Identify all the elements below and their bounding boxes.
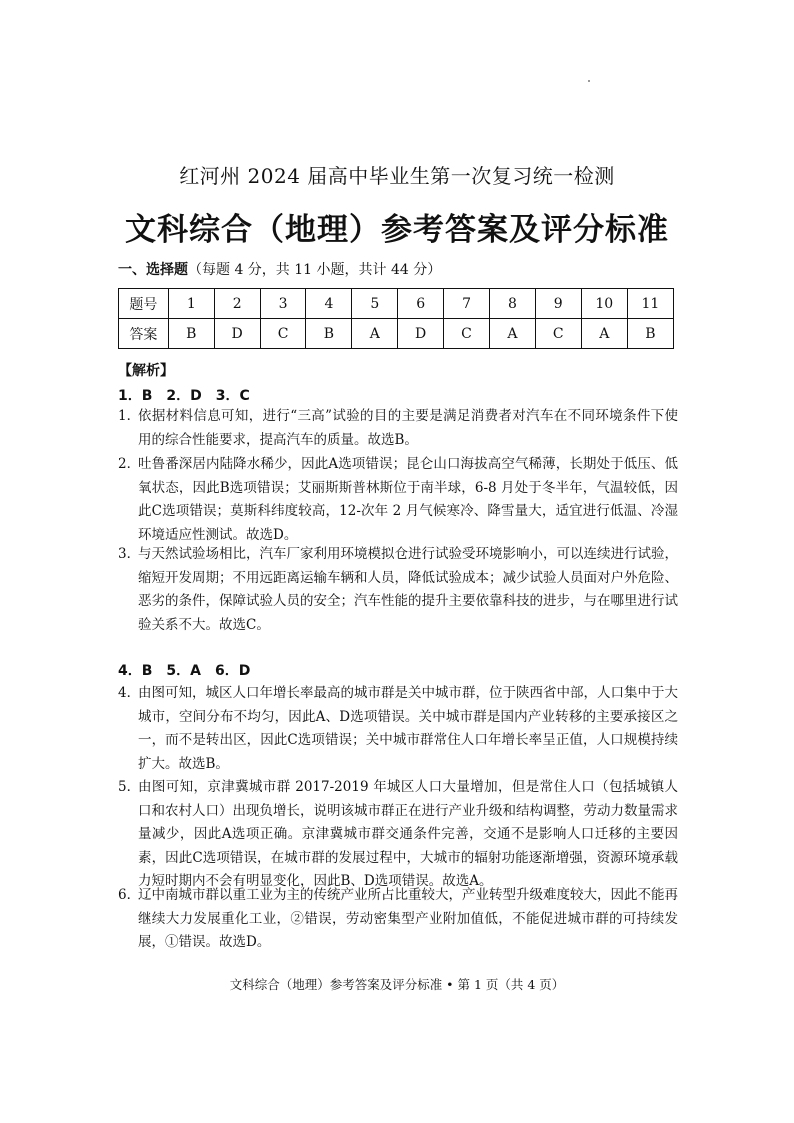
explanation-3 <box>118 543 678 637</box>
question-number: 6 <box>398 289 444 319</box>
explanation-text: 辽中南城市群以重工业为主的传统产业所占比重较大，产业转型升级难度较大，因此不能再继续大力发展重化工业，②错误，劳动密集型产业附加值低，不能促进城市群的可持续发展，①错误。故选D。 <box>138 887 678 950</box>
exam-title: 红河州 2024 届高中毕业生第一次复习统一检测 <box>179 164 615 188</box>
answer-group-2: 4．B 5．A 6．D <box>118 663 251 679</box>
explanation-text: 吐鲁番深居内陆降水稀少，因此A选项错误；昆仑山口海拔高空气稀薄，长期处于低压、低氧状态，因此B选项错误；艾丽斯斯普林斯位于南半球，6-8 月处于冬半年，气温较低，因此C选项错误；莫斯科纬度较高，12-次年 2 月气候寒冷、降雪量大，适宜进行低温、冷湿环境适应性测试。故选D。 <box>138 456 678 543</box>
question-number: 5 <box>352 289 398 319</box>
explanation-text: 由图可知，京津冀城市群 2017-2019 年城区人口大量增加，但是常住人口（包括城镇人口和农村人口）出现负增长，说明该城市群正在进行产业升级和结构调整，劳动力数量需求量减少，因此A选项正确。京津冀城市群交通条件完善，交通不是影响人口迁移的主要因素，因此C选项错误，在城市群的发展过程中，大城市的辐射功能逐渐增强，资源环境承载力短时期内不会有明显变化，因此B、D选项错误。故选A。 <box>138 779 678 889</box>
analysis-label: 【解析】 <box>118 363 174 379</box>
explanation-number: 1． <box>118 408 141 424</box>
question-number: 1 <box>168 289 214 319</box>
answer-group-1: 1．B 2．D 3．C <box>118 388 250 404</box>
question-number: 2 <box>214 289 260 319</box>
question-number: 4 <box>306 289 352 319</box>
explanation-number: 2． <box>118 456 141 472</box>
explanation-number: 6． <box>118 887 141 903</box>
explanation-number: 5． <box>118 779 141 795</box>
answer-cell: B <box>306 319 352 349</box>
explanation-text: 由图可知，城区人口年增长率最高的城市群是关中城市群，位于陕西省中部，人口集中于大城市，空间分布不均匀，因此A、D选项错误。关中城市群是国内产业转移的主要承接区之一，而不是转出区，因此C选项错误；关中城市群常住人口年增长率呈正值，人口规模持续扩大。故选B。 <box>138 685 678 772</box>
question-number: 8 <box>489 289 535 319</box>
question-number-row <box>119 289 674 319</box>
question-number: 3 <box>260 289 306 319</box>
explanation-6 <box>118 884 678 955</box>
scan-speck <box>588 80 590 82</box>
answer-cell: A <box>352 319 398 349</box>
page-footer: 文科综合（地理）参考答案及评分标准 • 第 1 页（共 4 页） <box>229 977 565 992</box>
answer-cell: C <box>535 319 581 349</box>
answer-cell: C <box>444 319 490 349</box>
answer-cell: B <box>627 319 673 349</box>
section-note: （每题 4 分，共 11 小题，共计 44 分） <box>188 262 442 278</box>
answer-cell: B <box>168 319 214 349</box>
explanation-text: 与天然试验场相比，汽车厂家利用环境模拟仓进行试验受环境影响小，可以连续进行试验，缩短开发周期；不用远距离运输车辆和人员，降低试验成本；减少试验人员面对户外危险、恶劣的条件，保障试验人员的安全；汽车性能的提升主要依靠科技的进步，与在哪里进行试验关系不大。故选C。 <box>138 546 678 633</box>
explanation-number: 3． <box>118 546 141 562</box>
document-title: 文科综合（地理）参考答案及评分标准 <box>125 212 669 248</box>
answer-table <box>118 288 674 349</box>
answer-cell: D <box>398 319 444 349</box>
answer-cell: A <box>581 319 627 349</box>
section-title: 一、选择题 <box>118 262 188 278</box>
row-label-question: 题号 <box>119 289 169 319</box>
explanation-4 <box>118 682 678 776</box>
answer-cell: D <box>214 319 260 349</box>
question-number: 10 <box>581 289 627 319</box>
explanation-text: 依据材料信息可知，进行“三高”试验的目的主要是满足消费者对汽车在不同环境条件下使用的综合性能要求，提高汽车的质量。故选B。 <box>138 408 678 448</box>
explanation-2 <box>118 453 678 547</box>
question-number: 7 <box>444 289 490 319</box>
answer-row <box>119 319 674 349</box>
explanation-5 <box>118 776 678 894</box>
question-number: 9 <box>535 289 581 319</box>
answer-cell: A <box>489 319 535 349</box>
explanation-number: 4． <box>118 685 141 701</box>
row-label-answer: 答案 <box>119 319 169 349</box>
question-number: 11 <box>627 289 673 319</box>
answer-cell: C <box>260 319 306 349</box>
section-heading <box>118 259 441 279</box>
explanation-1 <box>118 405 678 452</box>
